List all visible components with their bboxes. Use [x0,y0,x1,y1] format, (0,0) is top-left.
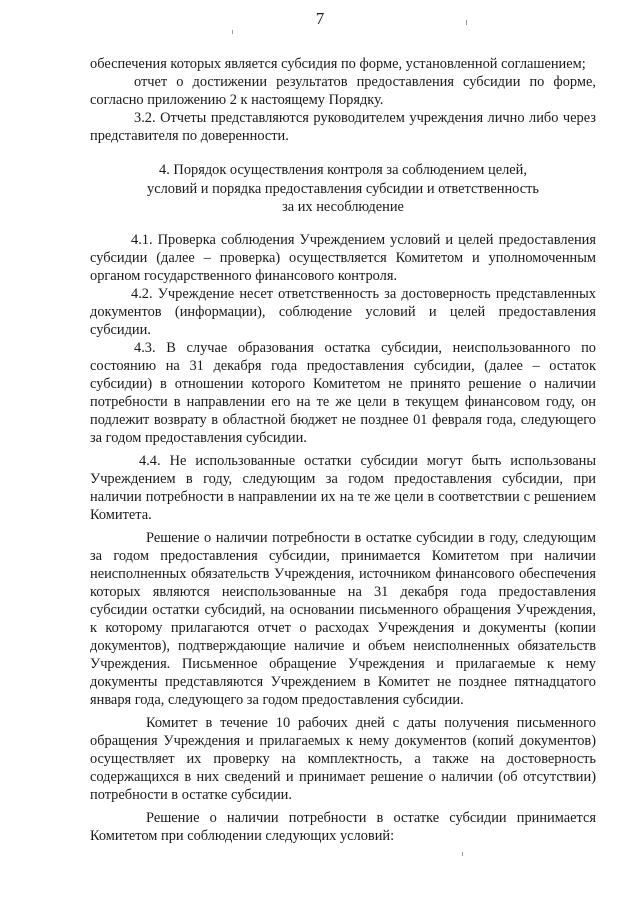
paragraph-3-2: 3.2. Отчеты представляются руководителем учреждения лично либо через представителя по доверенности. [90,110,596,144]
paragraph-4-3: 4.3. В случае образования остатка субсидии, неиспользованного по состоянию на 31 декабря года предоставления субсидии, (далее – остаток субсидии) в отношении которого Комитетом не принято решение о наличии потребности в направлении его на те же цели в текущем финансовом году, он подлежит возврату в областной бюджет не позднее 01 февраля года, следующего за годом предоставления субсидии. [90,339,596,446]
scan-mark [232,30,233,34]
section-4-heading-line: 4. Порядок осуществления контроля за соблюдением целей, [159,162,527,178]
paragraph-4-2: 4.2. Учреждение несет ответственность за достоверность представленных документов (информации), соблюдение условий и целей предоставления субсидии. [90,285,596,338]
paragraph-4-4: 4.4. Не использованные остатки субсидии могут быть использованы Учреждением в году, следующим за годом предоставления субсидии, при наличии потребности в направлении их на те же цели в соответствии с решением Комитета. [90,452,596,523]
section-4-heading-line: условий и порядка предоставления субсидии и ответственность [147,180,539,197]
section-4-heading [90,161,596,217]
paragraph-committee-review: Комитет в течение 10 рабочих дней с даты получения письменного обращения Учреждения и прилагаемых к нему документов (копий документов) осуществляет их проверку на комплектность, а также на достоверность содержащихся в них сведений и принимает решение о наличии (об отсутствии) потребности в остатке субсидии. [90,714,596,803]
paragraph-financing-form: обеспечения которых является субсидия по форме, установленной соглашением; [90,56,586,72]
paragraph-4-1: 4.1. Проверка соблюдения Учреждением условий и целей предоставления субсидии (далее – проверка) осуществляется Комитетом и уполномоченным органом государственного финансового контроля. [90,231,596,284]
paragraph-decision-requirements: Решение о наличии потребности в остатке субсидии принимается Комитетом при соблюдении следующих условий: [90,809,596,844]
scan-mark [466,20,467,25]
scan-mark [462,852,463,856]
section-4-heading-line: за их несоблюдение [282,199,404,215]
page-number: 7 [315,9,325,28]
page-body [90,55,596,845]
paragraph-decision-conditions: Решение о наличии потребности в остатке субсидии в году, следующим за годом предоставления субсидии, принимается Комитетом при наличии неисполненных обязательств Учреждения, источником финансового обеспечения которых являются неиспользованные на 31 декабря года предоставления субсидии остатки субсидий, на основании письменного обращения Учреждения, к которому прилагаются отчет о расходах Учреждения и документы (копии документов), подтверждающие наличие и объем неисполненных обязательств Учреждения. Письменное обращение Учреждения и прилагаемые к нему документы представляются Учреждением в Комитет не позднее пятнадцатого января года, следующего за годом предоставления субсидии. [90,529,596,708]
paragraph-results-report: отчет о достижении результатов предоставления субсидии по форме, согласно приложению 2 к настоящему Порядку. [90,74,596,108]
